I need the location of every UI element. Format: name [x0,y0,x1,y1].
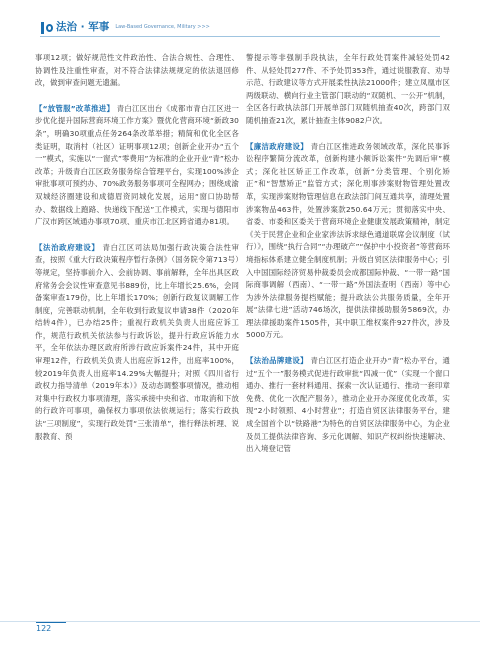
paragraph-body: 青白江区打造企业开办“青”松办平台，通过“五个一”服务模式促进行政审批“四减一优”（实现一个窗口通办、推行一套材料通用、探索一次认证通行、推动一套印章免费、优化一次配产服务），推动企业开办深度优化改革，实现“2小时领照、4小时营业”；打造自贸区法律服务平台，建成全国首个以“铁路港”为特色的自贸区法律服务中心，为企业及员工提供法律咨询、多元化调解、知识产权纠纷快速解决、出入境登记管 [246,356,450,454]
left-column [35,52,239,443]
paragraph-heading: 【法治政府建设】 [35,242,100,252]
page-number: 122 [36,624,52,633]
page-number-accent [36,622,66,623]
paragraph-heading: 【法治品牌建设】 [246,356,308,366]
paragraph [246,355,450,456]
paragraph: 事项12项；做好规范性文件政治性、合法合规性、合理性、协调性及注重性审查，对不符合法律法规规定的依法退回修改，做到审查问题无遗漏。 [35,53,239,88]
header-rule [40,36,440,37]
paragraph [35,242,239,444]
paragraph-body: 青白江区推进政务领域改革，深化民事诉讼程序繁简分流改革，创新构建小额诉讼案件“先调后审”模式；深化社区矫正工作改革，创新“分类管理、个别化矫正”和“智慧矫正”监管方式；深化刑事涉案财物管理处置改革，实现涉案财物管理信息在政法部门间互通共享，清理处置涉案物品463件，处置涉案款250.64万元；贯彻落实中央、省委、市委和区委关于营商环境企业健康发展政策精神，制定《关于民营企业和企业家涉法诉求绿色通道联席会议制度（试行）》，围绕“执行合同”“办理破产”“保护中小投资者”等营商环境指标体系建立健全制度机制；升级自贸区法律服务中心；引入中国国际经济贸易仲裁委员会成都国际仲裁、“一带一路”国际商事调解（西南）、“一带一路”外国法查明（西南）等中心为涉外法律服务提档赋能；提升政法公共服务质量，全年开展“法律七进”活动746场次，提供法律援助服务5869次，办理法律援助案件1505件，其中职工维权案件927件次，涉及5000万元。 [246,141,450,340]
section-subtitle: Law-Based Governance, Military >>> [115,24,210,30]
paragraph [246,141,450,343]
section-logo-icon [40,20,54,34]
paragraph-body: 青白江区司法局加强行政决策合法性审查，按照《重大行政决策程序暂行条例》（国务院令第713号）等规定，坚持事前介入、会前协调、事前解释，全年出具区政府常务会会议性审查意见书889份，比上年增长25.6%，会同备案审查179份，比上年增长170%；创新行政复议调解工作制度，完善联动机制，全年收到行政复议申请38件（2020年结转4件），已办结25件；重视行政机关负责人出庭应诉工作，规范行政机关依法参与行政诉讼，提升行政应诉能力水平，全年依法办理区政府所涉行政应诉案件24件，其中开庭审理12件，行政机关负责人出庭应诉12件，出庭率100%，较2019年负责人出庭率14.29%大幅提升；对照《四川省行政权力指导清单（2019年本）》及动态调整事项情况，推动相对集中行政权力事项清理，落实承接中央和省、市取消和下放的行政许可事项，确保权力事项依法依规运行；落实行政执法“三项制度”，实现行政处罚“三张清单”，推行释法析理、说服教育、预 [35,242,240,441]
paragraph [35,103,239,229]
section-title: 法治 · 军事 [56,21,110,33]
right-column [246,52,450,456]
paragraph-body: 青白江区出台《成都市青白江区进一步优化提升国际营商环境工作方案》暨优化营商环境“新政30条”，明确30项重点任务264条改革举措；精简和优化全区各类证明，取消村（社区）证明事项12项；创新企业开办“五个一”模式，实施以“一窗式”零费用”为标准的企业开业“青”松办改革；升级青白江区政务服务综合管理平台，实现100%涉企审批事项可预约办、70%政务服务事项可全程网办；围绕成渝双城经济圈建设和成德眉资同城化发展，运用“窗口协助帮办、数据线上跑路、快递线下配送”工作模式，实现与德阳市广汉市跨区域通办事项70项、重庆市江北区跨省通办81项。 [35,103,239,227]
running-header [40,18,210,34]
footer-rule [0,621,480,622]
paragraph-heading: 【廉洁政府建设】 [246,141,309,151]
paragraph-heading: 【“放管服”改革推进】 [35,103,115,113]
paragraph: 警提示等非强制手段执法，全年行政处罚案件减轻处罚42件、从轻处罚277件、不予处罚353件，通过说服教育、劝导示范、行政建议等方式开展柔性执法21000件；建立凤凰市区两级联动、横向行业主管部门联动的“双随机、一公开”机制，全区各行政执法部门开展单部门双随机抽查40次，跨部门双随机抽查21次，累计抽查主体9082户次。 [246,53,450,125]
